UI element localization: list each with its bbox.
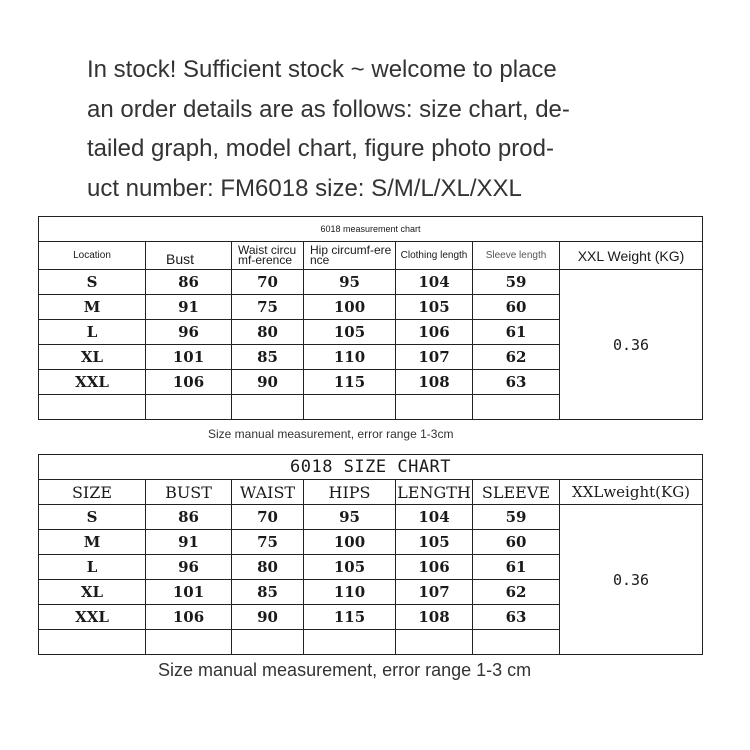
value-cell: 106: [146, 605, 232, 630]
value-cell: 86: [146, 270, 232, 295]
size-cell: S: [39, 505, 146, 530]
value-cell: 100: [304, 530, 396, 555]
value-cell: 110: [304, 580, 396, 605]
empty-cell: [39, 630, 146, 655]
value-cell: 105: [304, 320, 396, 345]
empty-cell: [39, 395, 146, 420]
value-cell: 96: [146, 320, 232, 345]
size-cell: S: [39, 270, 146, 295]
column-header: Location: [39, 242, 146, 270]
size-cell: XL: [39, 345, 146, 370]
column-header: BUST: [146, 480, 232, 505]
value-cell: 90: [232, 605, 304, 630]
column-header: SIZE: [39, 480, 146, 505]
measurement-note: Size manual measurement, error range 1-3 cm: [158, 660, 532, 680]
value-cell: 115: [304, 370, 396, 395]
size-cell: XXL: [39, 370, 146, 395]
weight-value: 0.36: [560, 505, 703, 655]
empty-cell: [396, 630, 473, 655]
chart-title: 6018 measurement chart: [39, 217, 703, 242]
value-cell: 105: [304, 555, 396, 580]
column-header: LENGTH: [396, 480, 473, 505]
column-header: XXLweight(KG): [560, 480, 703, 505]
value-cell: 91: [146, 295, 232, 320]
value-cell: 75: [232, 530, 304, 555]
value-cell: 80: [232, 555, 304, 580]
value-cell: 59: [473, 505, 560, 530]
value-cell: 95: [304, 270, 396, 295]
column-header: WAIST: [232, 480, 304, 505]
size-cell: XXL: [39, 605, 146, 630]
table-row: [39, 505, 703, 530]
intro-text: [87, 50, 647, 208]
empty-cell: [396, 395, 473, 420]
value-cell: 106: [396, 555, 473, 580]
measurement-chart-table: [38, 216, 703, 420]
column-header: Waist circumf-erence: [232, 242, 304, 270]
column-header: Sleeve length: [473, 242, 560, 270]
value-cell: 62: [473, 580, 560, 605]
column-header: HIPS: [304, 480, 396, 505]
column-header: Clothing length: [396, 242, 473, 270]
intro-line: In stock! Sufficient stock ~ welcome to place: [87, 56, 557, 83]
value-cell: 115: [304, 605, 396, 630]
value-cell: 60: [473, 295, 560, 320]
column-header: Bust: [146, 242, 232, 270]
value-cell: 105: [396, 295, 473, 320]
chart-title: 6018 SIZE CHART: [39, 455, 703, 480]
size-cell: M: [39, 530, 146, 555]
intro-line: an order details are as follows: size chart, de-: [87, 95, 570, 123]
empty-cell: [146, 630, 232, 655]
value-cell: 100: [304, 295, 396, 320]
weight-value: 0.36: [560, 270, 703, 420]
value-cell: 101: [146, 580, 232, 605]
size-cell: M: [39, 295, 146, 320]
value-cell: 70: [232, 505, 304, 530]
value-cell: 80: [232, 320, 304, 345]
value-cell: 90: [232, 370, 304, 395]
value-cell: 63: [473, 605, 560, 630]
value-cell: 59: [473, 270, 560, 295]
value-cell: 106: [396, 320, 473, 345]
value-cell: 104: [396, 270, 473, 295]
value-cell: 108: [396, 370, 473, 395]
empty-cell: [146, 395, 232, 420]
value-cell: 62: [473, 345, 560, 370]
measurement-note: Size manual measurement, error range 1-3cm: [208, 427, 454, 441]
value-cell: 61: [473, 320, 560, 345]
size-chart-table: [38, 454, 703, 655]
value-cell: 101: [146, 345, 232, 370]
value-cell: 63: [473, 370, 560, 395]
value-cell: 91: [146, 530, 232, 555]
value-cell: 107: [396, 580, 473, 605]
empty-cell: [232, 630, 304, 655]
value-cell: 75: [232, 295, 304, 320]
value-cell: 85: [232, 580, 304, 605]
intro-line: uct number: FM6018 size: S/M/L/XL/XXL: [87, 174, 522, 202]
size-cell: L: [39, 320, 146, 345]
value-cell: 105: [396, 530, 473, 555]
value-cell: 60: [473, 530, 560, 555]
empty-cell: [304, 630, 396, 655]
size-cell: L: [39, 555, 146, 580]
table-row: [39, 270, 703, 295]
value-cell: 106: [146, 370, 232, 395]
column-header: Hip circumf-erence: [304, 242, 396, 270]
value-cell: 107: [396, 345, 473, 370]
column-header: SLEEVE: [473, 480, 560, 505]
size-cell: XL: [39, 580, 146, 605]
empty-cell: [232, 395, 304, 420]
value-cell: 86: [146, 505, 232, 530]
value-cell: 70: [232, 270, 304, 295]
value-cell: 108: [396, 605, 473, 630]
intro-line: tailed graph, model chart, figure photo prod-: [87, 135, 554, 162]
value-cell: 96: [146, 555, 232, 580]
empty-cell: [304, 395, 396, 420]
value-cell: 61: [473, 555, 560, 580]
value-cell: 104: [396, 505, 473, 530]
value-cell: 85: [232, 345, 304, 370]
value-cell: 95: [304, 505, 396, 530]
empty-cell: [473, 395, 560, 420]
column-header: XXL Weight (KG): [560, 242, 703, 270]
value-cell: 110: [304, 345, 396, 370]
empty-cell: [473, 630, 560, 655]
